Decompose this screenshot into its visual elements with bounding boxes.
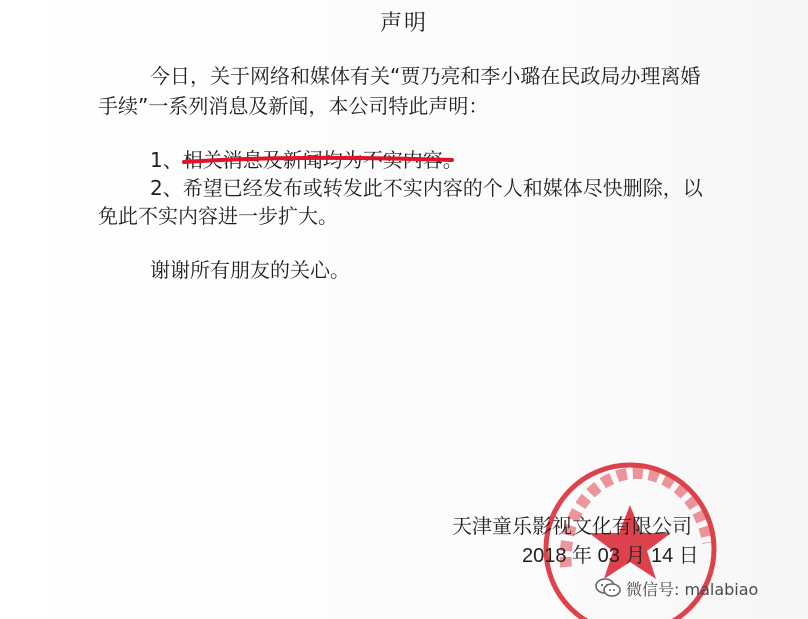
- statement-item-2-line-2: 免此不实内容进一步扩大。: [98, 204, 338, 228]
- red-underline-annotation: [182, 154, 454, 166]
- wechat-icon: [594, 576, 622, 600]
- wechat-watermark: [594, 576, 758, 600]
- paragraph-1-line-1: 今日，关于网络和媒体有关“贾乃亮和李小璐在民政局办理离婚: [150, 64, 701, 88]
- paragraph-1-line-2: 手续”一系列消息及新闻，本公司特此声明：: [98, 94, 489, 118]
- statement-item-2-line-1: 2、希望已经发布或转发此不实内容的个人和媒体尽快删除，以: [150, 176, 703, 200]
- underline-stroke: [184, 158, 452, 162]
- statement-date: 2018 年 03 月 14 日: [522, 545, 699, 567]
- document-title: 声明: [379, 11, 428, 36]
- thanks-line: 谢谢所有朋友的关心。: [150, 258, 350, 282]
- company-name: 天津童乐影视文化有限公司: [452, 514, 692, 538]
- statement-item-1: 1、相关消息及新闻均为不实内容。: [150, 148, 463, 172]
- wechat-id-label: 微信号: malabiao: [626, 579, 759, 599]
